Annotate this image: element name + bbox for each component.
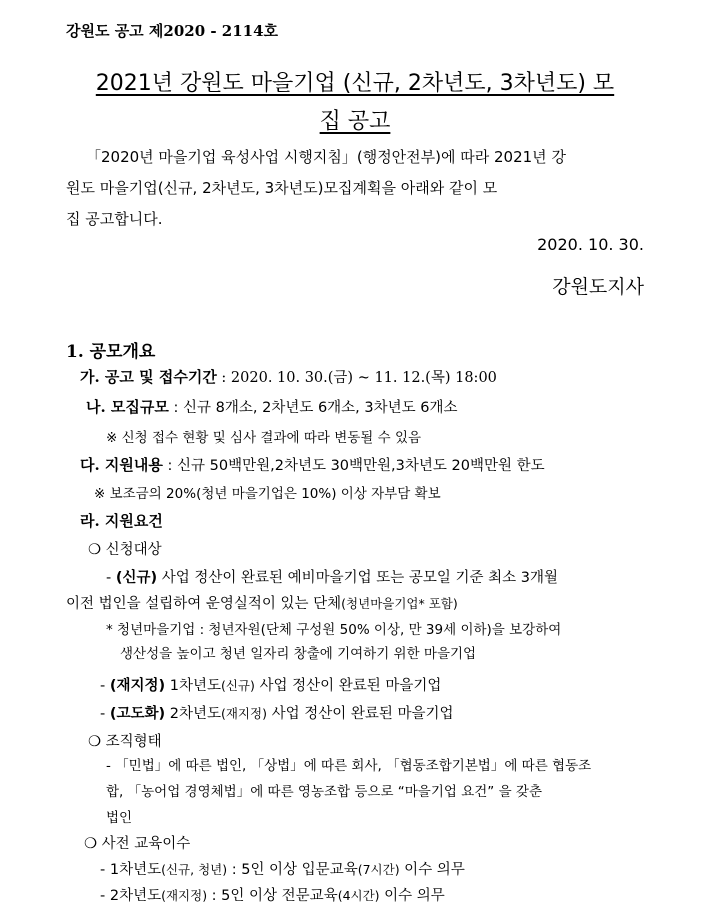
advancement-line: - (고도화) 2차년도(재지정) 사업 정산이 완료된 마을기업 [100,706,454,722]
section-title-overview: 1. 공모개요 [66,342,156,362]
new-eligibility-line-2: 이전 법인을 설립하여 운영실적이 있는 단체(청년마을기업* 포함) [66,596,458,612]
item-da-value: : 신규 50백만원,2차년도 30백만원,3차년도 20백만원 한도 [162,458,545,474]
item-da [80,454,545,475]
document-number: 강원도 공고 제2020 - 2114호 [66,22,279,40]
page-title-line-2: 집 공고 [319,109,391,134]
redesignation-label: (재지정) [109,678,166,694]
org-form-heading: ❍ 조직형태 [88,734,162,750]
item-ra [80,510,163,531]
intro-line-3: 집 공고합니다. [66,210,163,228]
issuer-name: 강원도지사 [552,276,644,298]
item-ga [80,366,497,387]
intro-line-2: 원도 마을기업(신규, 2차년도, 3차년도)모집계획을 아래와 같이 모 [66,179,498,197]
intro-line-1: 「2020년 마을기업 육성사업 시행지침」(행정안전부)에 따라 2021년 강 [86,148,566,166]
item-na [86,396,458,417]
item-da-note: ※ 보조금의 20%(청년 마을기업은 10%) 이상 자부담 확보 [94,486,441,502]
item-ra-label: 라. 지원요건 [80,512,163,530]
education-heading: ❍ 사전 교육이수 [84,836,191,852]
item-ga-label: 가. 공고 및 접수기간 [80,368,217,386]
item-da-label: 다. 지원내용 [80,456,163,474]
announcement-date: 2020. 10. 30. [537,235,644,254]
page-title-line-1: 2021년 강원도 마을기업 (신규, 2차년도, 3차년도) 모 [95,71,615,96]
education-line-1: - 1차년도(신규, 청년) : 5인 이상 입문교육(7시간) 이수 의무 [100,862,465,878]
redesignation-line: - (재지정) 1차년도(신규) 사업 정산이 완료된 마을기업 [100,678,442,694]
org-form-line-2: 합, 「농어업 경영체법」에 따른 영농조합 등으로 “마을기업 요건” 을 갖춘 [106,784,543,800]
item-na-note: ※ 신청 접수 현황 및 심사 결과에 따라 변동될 수 있음 [106,430,422,446]
item-ga-value: : 2020. 10. 30.(금) ~ 11. 12.(목) 18:00 [216,370,497,386]
new-label: (신규) [115,570,158,586]
new-eligibility-line-1: - (신규) 사업 정산이 완료된 예비마을기업 또는 공모일 기준 최소 3개월 [106,570,559,586]
education-line-2: - 2차년도(재지정) : 5인 이상 전문교육(4시간) 이수 의무 [100,888,445,904]
item-na-value: : 신규 8개소, 2차년도 6개소, 3차년도 6개소 [168,400,458,416]
eligibility-heading: ❍ 신청대상 [88,542,162,558]
advancement-label: (고도화) [109,706,166,722]
org-form-line-1: - 「민법」에 따른 법인, 「상법」에 따른 회사, 「협동조합기본법」에 따른 협동조 [106,758,592,774]
youth-note-line-2: 생산성을 높이고 청년 일자리 창출에 기여하기 위한 마을기업 [120,646,477,662]
youth-note-line-1: * 청년마을기업 : 청년자원(단체 구성원 50% 이상, 만 39세 이하)을 보강하여 [106,622,562,638]
org-form-line-3: 법인 [106,810,133,826]
item-na-label: 나. 모집규모 [86,398,169,416]
